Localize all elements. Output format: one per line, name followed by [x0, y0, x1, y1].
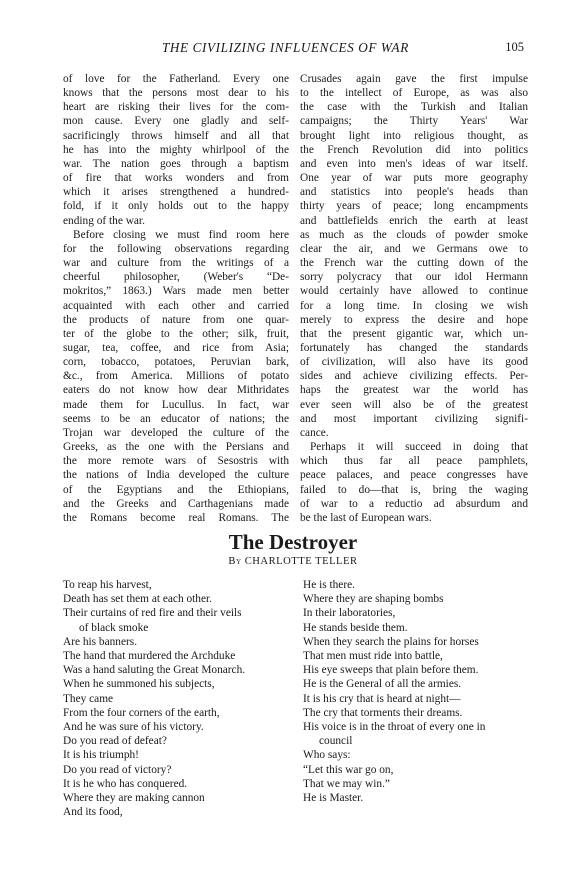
text-line: the more remote wars of Sesostris with — [63, 455, 289, 468]
text-line: ending of the war. — [63, 214, 145, 227]
text-line: knows that the persons most dear to his — [63, 87, 289, 100]
text-line: cance. — [300, 426, 329, 439]
poem-line: And its food, — [63, 806, 123, 819]
text-line: the products of nature from one quar- — [63, 313, 289, 326]
poem-right-column — [303, 578, 485, 805]
text-line: the case with the Turkish and Italian — [300, 101, 528, 114]
text-line: of war to a reductio ad absurdum and — [300, 497, 528, 510]
text-line: of civilization, will also have its good — [300, 356, 528, 369]
text-line: and even into men's ideas of war itself. — [300, 157, 528, 170]
poem-line: His eye sweeps that plain before them. — [303, 664, 479, 677]
text-line: failed to do—that is, bring the waging — [300, 483, 528, 496]
text-line: brought light into religious thought, as — [300, 129, 528, 142]
text-line: Crusades again gave the first impulse — [300, 73, 528, 85]
poem-line: In their laboratories, — [303, 607, 396, 620]
poem-line: of black smoke — [79, 621, 149, 634]
poem-line: Was a hand saluting the Great Monarch. — [63, 664, 246, 677]
text-line: Before closing we must find room here — [73, 228, 289, 241]
running-title: THE CIVILIZING INFLUENCES OF WAR — [162, 40, 409, 55]
text-line: of love for the Fatherland. Every one — [63, 73, 289, 85]
poem-line: The cry that torments their dreams. — [303, 706, 463, 719]
text-line: heart are risking their lives for the com- — [63, 101, 289, 114]
poem-line: From the four corners of the earth, — [63, 706, 220, 719]
text-line: that the present gigantic war, which un- — [300, 327, 528, 340]
text-line: he has into the mighty whirlpool of the — [63, 143, 289, 156]
poem-line: He stands beside them. — [303, 621, 408, 634]
poem-line: It is his triumph! — [63, 749, 139, 762]
text-line: ter of the globe to the other; silk, fruit, — [63, 327, 289, 340]
text-line: to the intellect of Europe, as was also — [300, 87, 528, 100]
text-line: peace palaces, and peace congresses have — [300, 469, 528, 482]
text-line: and the Greeks and Carthagenians made — [63, 497, 289, 510]
text-line: for a long time. In closing we wish — [300, 299, 528, 312]
text-line: would certainly have allowed to continue — [300, 285, 528, 298]
poem-line: When they search the plains for horses — [303, 635, 479, 648]
text-line: fold, if it only holds out to the happy — [63, 200, 289, 213]
text-line: which it arises strengthened a hundred- — [63, 186, 289, 199]
poem-line: That we may win.” — [303, 777, 390, 790]
poem-line: He is the General of all the armies. — [303, 678, 462, 691]
text-line: fortunately has changed the standards — [300, 341, 528, 354]
text-line: war. The nation goes through a baptism — [63, 157, 289, 170]
byline-prefix: By — [228, 556, 242, 567]
poem-line: He is there. — [303, 579, 355, 591]
text-line: One year of war puts more geography — [300, 172, 528, 185]
poem-line: Death has set them at each other. — [63, 593, 212, 606]
text-line: the French Revolution did into politics — [300, 143, 528, 156]
poem-author: CHARLOTTE TELLER — [244, 556, 358, 567]
poem-line: It is his cry that is heard at night— — [303, 692, 461, 705]
text-line: Greeks, as the one with the Persians and — [63, 441, 289, 454]
poem-line: Who says: — [303, 749, 351, 762]
text-line: for the following observations regarding — [63, 242, 289, 255]
poem-line: Do you read of defeat? — [63, 735, 167, 748]
poem-line: The hand that murdered the Archduke — [63, 650, 236, 663]
page-header — [62, 38, 524, 58]
text-line: made them for Lucullus. In fact, war — [63, 398, 289, 411]
article-right-column — [300, 72, 528, 525]
text-line: of the Egyptians and the Ethiopians, — [63, 483, 289, 496]
text-line: campaigns; the Thirty Years' War — [300, 115, 528, 128]
text-line: merely to express the desire and hope — [300, 313, 528, 326]
text-line: Perhaps it will succeed in doing that — [310, 441, 528, 454]
poem-line: Where they are shaping bombs — [303, 593, 444, 606]
poem-line: Where they are making cannon — [63, 792, 205, 805]
poem-line: He is Master. — [303, 792, 364, 805]
text-line: thirty years of peace; long encampments — [300, 200, 528, 213]
text-line: the French war the cutting down of the — [300, 257, 528, 270]
text-line: sugar, tea, coffee, and rice from Asia; — [63, 341, 289, 354]
poem-left-column — [63, 578, 245, 819]
text-line: seems to be an educator of nations; the — [63, 412, 289, 425]
text-line: and statistics into people's heads than — [300, 186, 528, 199]
poem-line: They came — [63, 692, 114, 705]
poem-line: Do you read of victory? — [63, 763, 172, 776]
text-line: and battlefields enrich the earth at least — [300, 214, 528, 227]
poem-line: And he was sure of his victory. — [63, 721, 204, 734]
page-number: 105 — [505, 40, 524, 54]
poem-line: council — [319, 735, 353, 748]
text-line: mon cause. Every one gladly and self- — [63, 115, 289, 128]
text-line: mokritos,” 1863.) Wars made men better — [63, 285, 289, 298]
text-line: of fire that works wonders and from — [63, 172, 289, 185]
text-line: war and culture from the writings of a — [63, 257, 289, 270]
text-line: corn, tobacco, potatoes, Peruvian bark, — [63, 356, 289, 369]
article-left-column — [63, 72, 289, 525]
poem-line: Their curtains of red fire and their veils — [63, 607, 242, 620]
poem-line: When he summoned his subjects, — [63, 678, 215, 691]
text-line: sides and achieve civilizing effects. Per- — [300, 370, 528, 383]
text-line: haps the greatest war the world has — [300, 384, 528, 397]
text-line: as much as the clouds of powder smoke — [300, 228, 528, 241]
text-line: &c., from America. Millions of potato — [63, 370, 289, 383]
text-line: eaters do not know how dear Mithridates — [63, 384, 289, 397]
poem-line: “Let this war go on, — [303, 763, 394, 776]
text-line: the Romans become real Romans. The — [63, 511, 289, 524]
text-line: ever seen will also be of the greatest — [300, 398, 528, 411]
poem-line: To reap his harvest, — [63, 579, 152, 591]
text-line: acquainted with each other and carried — [63, 299, 289, 312]
poem-line: His voice is in the throat of every one in — [303, 721, 486, 734]
text-line: be the last of European wars. — [300, 511, 432, 524]
poem-line: Are his banners. — [63, 635, 138, 648]
text-line: sacrificingly throws himself and all that — [63, 129, 289, 142]
text-line: clear the air, and we Germans owe to — [300, 242, 528, 255]
poem-byline — [0, 556, 586, 567]
text-line: the nations of India developed the culture — [63, 469, 289, 482]
text-line: cheerful philosopher, (Weber's “De- — [63, 271, 289, 284]
text-line: which thus far all peace pamphlets, — [300, 455, 528, 468]
text-line: sorry polycracy that our idol Hermann — [300, 271, 528, 284]
poem-line: It is he who has conquered. — [63, 777, 188, 790]
text-line: and most important civilizing signifi- — [300, 412, 528, 425]
poem-title: The Destroyer — [228, 530, 358, 554]
text-line: Trojan war developed the culture of the — [63, 426, 289, 439]
poem-line: That men must ride into battle, — [303, 650, 443, 663]
